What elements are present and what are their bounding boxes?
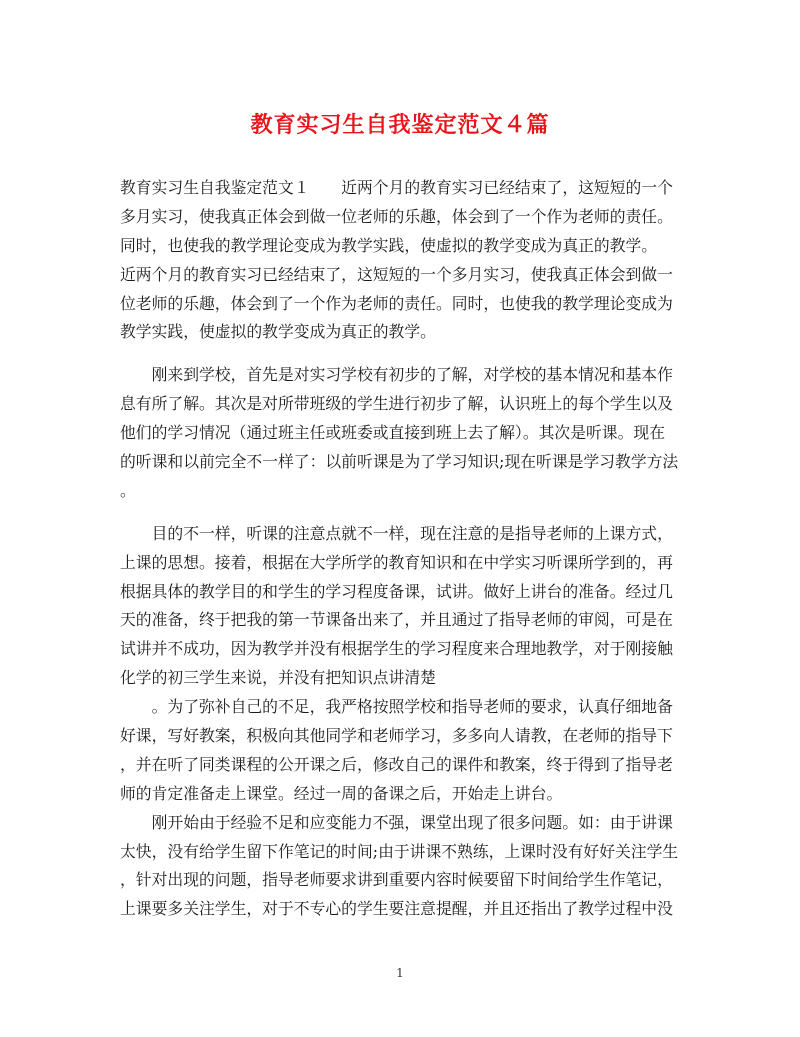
text-line: 太快，没有给学生留下作笔记的时间;由于讲课不熟练，上课时没有好好关注学生 [120, 841, 679, 861]
paragraph-gap [120, 347, 680, 361]
text-line: 息有所了解。其次是对所带班级的学生进行初步了解，认识班上的每个学生以及 [120, 394, 673, 414]
text-line: 刚开始由于经验不足和应变能力不强，课堂出现了很多问题。如：由于讲课 [120, 812, 673, 832]
text-line: 刚来到学校，首先是对实习学校有初步的了解，对学校的基本情况和基本作 [120, 365, 673, 385]
text-line: 的听课和以前完全不一样了：以前听课是为了学习知识;现在听课是学习教学方法 [120, 452, 679, 472]
text-line: 。 [120, 480, 136, 500]
text-line: 上课的思想。接着，根据在大学所学的教育知识和在中学实习听课所学到的，再 [120, 552, 673, 572]
text-line: 他们的学习情况（通过班主任或班委或直接到班上去了解）。其次是听课。现在 [120, 423, 665, 443]
text-line: 位老师的乐趣，体会到了一个作为老师的责任。同时，也使我的教学理论变成为 [120, 293, 673, 313]
text-line: ，针对出现的问题，指导老师要求讲到重要内容时候要留下时间给学生作笔记， [120, 870, 673, 890]
text-line: 多月实习，使我真正体会到做一位老师的乐趣，体会到了一个作为老师的责任。 [120, 206, 673, 226]
text-line: 。为了弥补自己的不足，我严格按照学校和指导老师的要求，认真仔细地备 [120, 697, 673, 717]
text-line: 同时，也使我的教学理论变成为教学实践，使虚拟的教学变成为真正的教学。 [120, 235, 658, 255]
text-line: 近两个月的教育实习已经结束了，这短短的一个多月实习，使我真正体会到做一 [120, 264, 673, 284]
paragraph-gap [120, 506, 680, 520]
text-line: 教学实践，使虚拟的教学变成为真正的教学。 [120, 322, 436, 342]
text-line: 上课要多关注学生，对于不专心的学生要注意提醒，并且还指出了教学过程中没 [120, 899, 673, 919]
text-line: ，并在听了同类课程的公开课之后，修改自己的课件和教案，终于得到了指导老 [120, 754, 673, 774]
page-number: 1 [396, 966, 404, 980]
document-body [120, 174, 680, 924]
text-line: 天的准备，终于把我的第一节课备出来了，并且通过了指导老师的审阅，可是在 [120, 610, 673, 630]
text-line: 好课，写好教案，积极向其他同学和老师学习，多多向人请教，在老师的指导下 [120, 726, 673, 746]
text-line: 根据具体的教学目的和学生的学习程度备课，试讲。做好上讲台的准备。经过几 [120, 581, 673, 601]
text-line: 目的不一样，听课的注意点就不一样，现在注意的是指导老师的上课方式， [120, 523, 673, 543]
text-line: 教育实习生自我鉴定范文１ 近两个月的教育实习已经结束了，这短短的一个 [120, 178, 673, 197]
text-line: 师的肯定准备走上课堂。经过一周的备课之后，开始走上讲台。 [120, 783, 563, 803]
document-title: 教育实习生自我鉴定范文４篇 [250, 112, 550, 138]
text-line: 试讲并不成功，因为教学并没有根据学生的学习程度来合理地教学，对于刚接触 [120, 639, 673, 659]
text-line: 化学的初三学生来说，并没有把知识点讲清楚 [120, 668, 436, 688]
